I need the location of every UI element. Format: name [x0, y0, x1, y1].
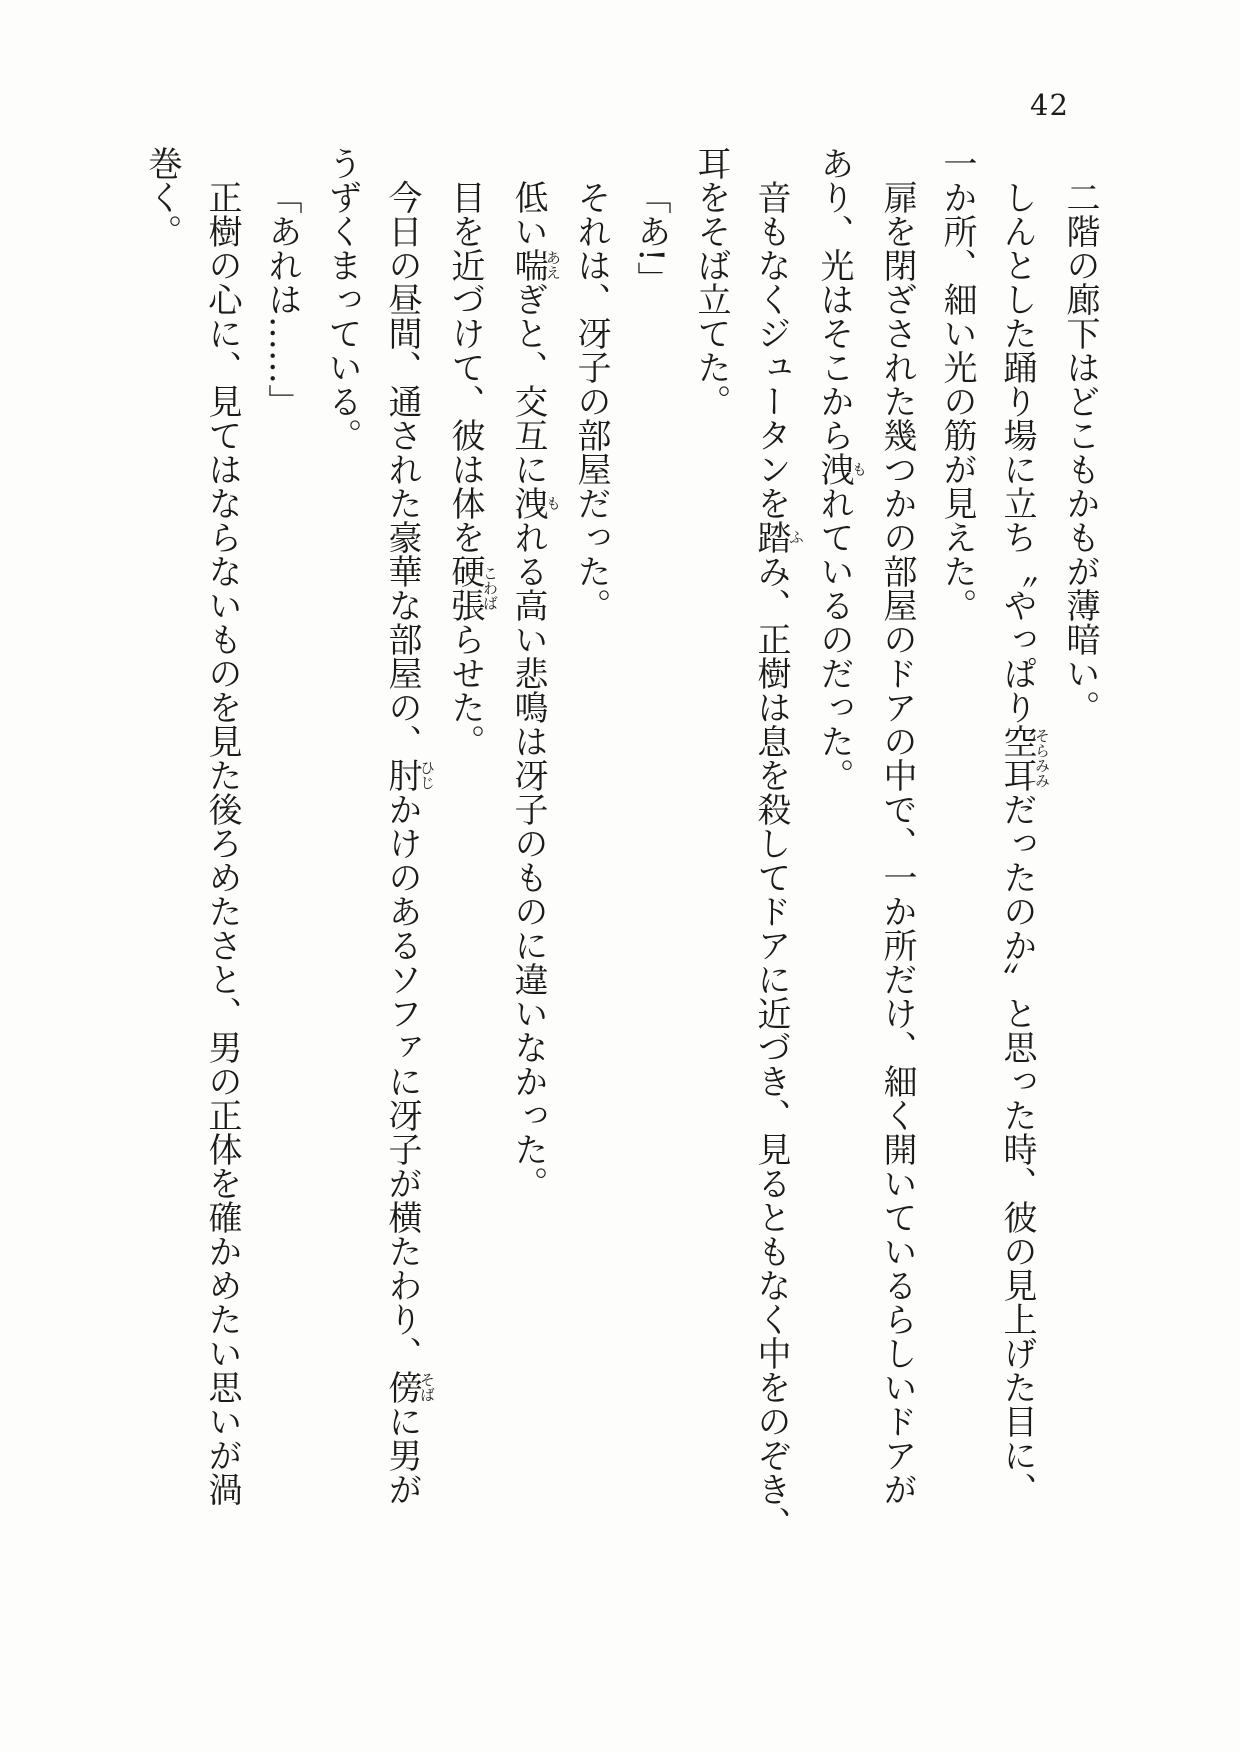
text-line: 正樹の心に、見てはならないものを見た後ろめたさと、男の正体を確かめたい思いが渦	[202, 180, 242, 1506]
text-block	[132, 146, 1110, 1544]
text-line: あり、光はそこから洩もれているのだった。	[814, 146, 868, 792]
ruby-annotated-text: 喘あえ	[508, 248, 562, 282]
text-line: 耳をそば立てた。	[691, 146, 731, 418]
text-line: 巻く。	[142, 146, 182, 248]
text-line: 音もなくジュータンを踏ふみ、正樹は息を殺してドアに近づき、見るともなく中をのぞき、	[751, 180, 805, 1540]
text-line: それは、冴子の部屋だった。	[571, 180, 611, 622]
text-line: 「あれは……」	[262, 180, 302, 418]
ruby-annotated-text: 空耳そらみみ	[997, 724, 1051, 792]
text-line: 一か所、細い光の筋が見えた。	[937, 146, 977, 622]
text-line: 二階の廊下はどこもかもが薄暗い。	[1060, 180, 1100, 724]
ruby-annotated-text: 洩も	[814, 452, 868, 486]
text-line: 低い喘あえぎと、交互に洩もれる高い悲鳴は冴子のものに違いなかった。	[508, 180, 562, 1200]
text-line: しんとした踊り場に立ち〝やっぱり空耳そらみみだったのか〟と思った時、彼の見上げた目に、	[997, 180, 1051, 1506]
text-line: 扉を閉ざされた幾つかの部屋のドアの中で、一か所だけ、細く開いているらしいドアが	[877, 180, 917, 1506]
ruby-annotated-text: 洩も	[508, 486, 562, 520]
text-line: うずくまっている。	[322, 146, 362, 452]
ruby-annotated-text: 硬張こわば	[445, 554, 499, 622]
text-line: 今日の昼間、通された豪華な部屋の、肘ひじかけのあるソファに冴子が横たわり、傍そばに男が	[382, 180, 436, 1506]
ruby-annotated-text: 踏ふ	[751, 520, 805, 554]
ruby-annotated-text: 傍そば	[382, 1370, 436, 1404]
page-number: 42	[1030, 88, 1069, 122]
text-line: 「あ!」	[631, 180, 671, 296]
ruby-annotated-text: 肘ひじ	[382, 758, 436, 792]
text-line: 目を近づけて、彼は体を硬張こわばらせた。	[445, 180, 499, 758]
